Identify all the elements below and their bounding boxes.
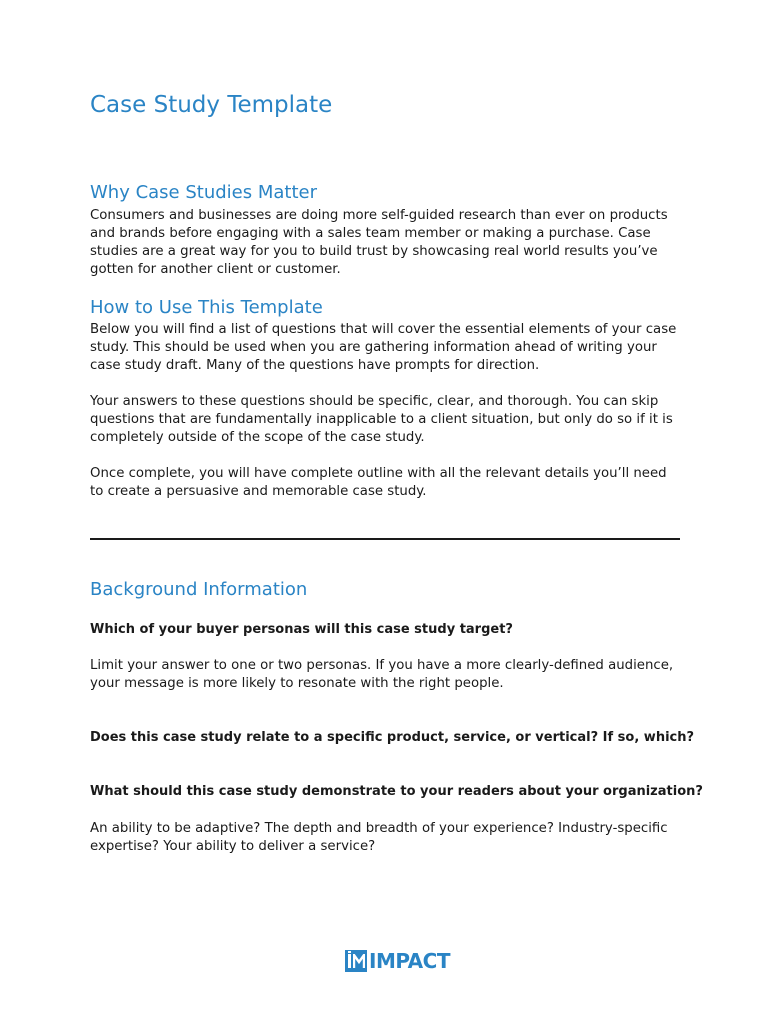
section-divider	[90, 538, 680, 540]
document-title: Case Study Template	[90, 92, 333, 118]
impact-logo-icon	[345, 950, 367, 972]
background-heading: Background Information	[90, 579, 308, 600]
why-heading: Why Case Studies Matter	[90, 182, 317, 203]
question-product-service: Does this case study relate to a specific product, service, or vertical? If so, which?	[90, 730, 695, 745]
how-paragraph-1: Below you will find a list of questions that will cover the essential elements of your case study. This should be used when you are gathering information ahead of writing your case study draft. Many of the questions have prompts for direction.	[90, 322, 677, 373]
answer-demonstrate: An ability to be adaptive? The depth and breadth of your experience? Industry-specific expertise? Your ability to deliver a service?	[90, 821, 668, 854]
question-demonstrate: What should this case study demonstrate to your readers about your organization?	[90, 784, 703, 799]
why-body: Consumers and businesses are doing more self-guided research than ever on products and brands before engaging with a sales team member or making a purchase. Case studies are a great way for you to build trust by showcasing real world results you’ve gotten for another client or customer.	[90, 208, 668, 277]
how-paragraph-3: Once complete, you will have complete outline with all the relevant details you’ll need to create a persuasive and memorable case study.	[90, 466, 667, 499]
how-heading: How to Use This Template	[90, 297, 323, 318]
question-buyer-personas: Which of your buyer personas will this case study target?	[90, 622, 513, 637]
impact-logo-text: IMPACT	[369, 949, 450, 973]
how-paragraph-2: Your answers to these questions should be specific, clear, and thorough. You can skip questions that are fundamentally inapplicable to a client situation, but only do so if it is completely outside of the scope of the case study.	[90, 394, 673, 445]
answer-buyer-personas: Limit your answer to one or two personas. If you have a more clearly-defined audience, your message is more likely to resonate with the right people.	[90, 658, 674, 691]
impact-logo	[345, 949, 450, 973]
